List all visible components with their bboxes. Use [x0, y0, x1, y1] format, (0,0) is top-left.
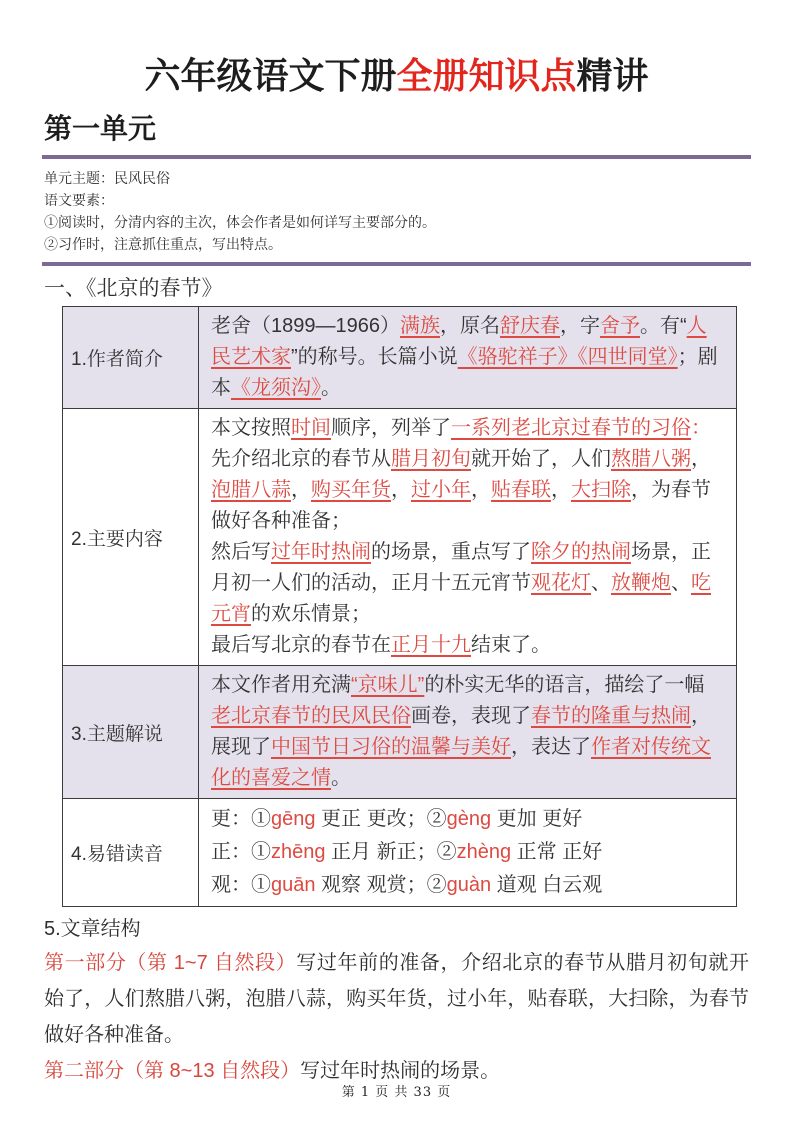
text-run: 泡腊八蒜 — [211, 479, 291, 501]
structure-part-1 — [44, 945, 749, 1053]
table-row-pronunciation — [63, 799, 737, 907]
text-run: 作者对传统文化的喜爱之情 — [211, 736, 711, 789]
text-run: guān — [271, 874, 316, 896]
text-run: 舍予 — [599, 315, 640, 337]
text-run: 画卷，表现了 — [411, 705, 531, 727]
table-row-theme — [63, 666, 737, 799]
text-run: 观察 观赏；② — [315, 874, 447, 896]
row-label-pronunciation: 4.易错读音 — [63, 799, 199, 907]
text-run: 的朴实无华的语言，描绘了一幅 — [424, 674, 705, 696]
text-run: 更加 更好 — [491, 808, 583, 830]
lesson-heading: 一、《北京的春节》 — [44, 277, 223, 300]
text-run: 《龙须沟》 — [231, 377, 321, 399]
page-footer: 第 1 页 共 33 页 — [341, 1085, 452, 1100]
text-run: 第二部分（第 8~13 自然段） — [44, 1060, 301, 1082]
text-run: 正常 正好 — [511, 841, 603, 863]
text-run: 人民艺术家 — [211, 315, 707, 368]
text-run: 除夕的热闹 — [531, 541, 631, 563]
text-run: 的欢乐情景； — [251, 603, 371, 625]
text-run: 满族 — [399, 315, 440, 337]
text-run: 吃元宵 — [211, 572, 711, 625]
row-content-pronunciation — [199, 799, 737, 907]
pinyin-line — [211, 836, 724, 869]
text-run: 就开始了，人们 — [471, 448, 611, 470]
text-run: ， — [471, 479, 491, 501]
text-run: ，为春节做好各种准备； — [211, 479, 711, 532]
text-run: ，字 — [559, 315, 600, 337]
text-run: 《骆驼祥子》《四世同堂》 — [457, 346, 678, 368]
table-row-author — [63, 307, 737, 409]
divider-double-line-top — [42, 155, 751, 159]
text-run: 老舍（1899—1966） — [211, 315, 400, 337]
text-run: guàn — [446, 874, 492, 896]
text-run: 。 — [321, 377, 341, 399]
text-run: zhēng — [271, 841, 326, 863]
paragraph — [211, 630, 724, 661]
unit-element-1: ①阅读时，分清内容的主次，体会作者是如何详写主要部分的。 — [44, 214, 436, 230]
text-run: 先介绍北京的春节从 — [211, 448, 391, 470]
text-run: 本文作者用充满 — [211, 674, 351, 696]
paragraph — [211, 311, 724, 404]
title-text-black-right: 精讲 — [576, 55, 649, 96]
unit-theme: 单元主题：民风民俗 — [44, 170, 170, 186]
row-content-theme — [199, 666, 737, 799]
text-run: zhèng — [456, 841, 512, 863]
text-run: 然后写 — [211, 541, 271, 563]
text-run: ，展现了 — [211, 705, 711, 758]
text-run: 更：① — [211, 808, 271, 830]
text-run: 更正 更改；② — [315, 808, 447, 830]
text-run: ，表达了 — [511, 736, 591, 758]
row-label-main-content: 2.主要内容 — [63, 409, 199, 666]
title-text-black-left: 六年级语文下册 — [144, 55, 397, 96]
text-run: 正：① — [211, 841, 271, 863]
row-content-author — [199, 307, 737, 409]
article-structure-section — [44, 913, 749, 1089]
structure-heading: 5.文章结构 — [44, 918, 141, 940]
text-run: 腊月初旬 — [391, 448, 471, 470]
text-run: 第一部分（第 1~7 自然段） — [44, 952, 297, 974]
text-run: 放鞭炮 — [611, 572, 671, 594]
row-content-main-content — [199, 409, 737, 666]
unit-info-block — [44, 167, 749, 255]
text-run: ， — [391, 479, 411, 501]
text-run: 熬腊八粥 — [611, 448, 691, 470]
text-run: 道观 白云观 — [491, 874, 603, 896]
text-run: 最后写北京的春节在 — [211, 634, 391, 656]
text-run: gèng — [446, 808, 492, 830]
text-run: 写过年时热闹的场景。 — [300, 1060, 501, 1082]
pinyin-line — [211, 803, 724, 836]
unit-elements-label: 语文要素： — [44, 192, 114, 208]
paragraph — [211, 413, 724, 537]
unit-heading: 第一单元 — [44, 113, 157, 144]
text-run: 正月 新正；② — [325, 841, 457, 863]
row-label-theme: 3.主题解说 — [63, 666, 199, 799]
text-run: 本文按照 — [211, 417, 291, 439]
text-run: 写过年前的准备，介绍北京的春节从腊月初旬就开始了，人们熬腊八粥，泡腊八蒜，购买年货，过小年，贴春联，大扫除，为春节做好各种准备。 — [44, 952, 749, 1046]
text-run: 。有“ — [639, 315, 687, 337]
text-run: 场景，正月初一人们的活动，正月十五元宵节 — [211, 541, 711, 594]
text-run: 贴春联 — [491, 479, 551, 501]
text-run: 、 — [591, 572, 611, 594]
text-run: ，原名 — [439, 315, 500, 337]
text-run: 老北京春节的民风民俗 — [211, 705, 411, 727]
text-run: ”的称号。长篇小说 — [291, 346, 458, 368]
text-run: ， — [551, 479, 571, 501]
text-run: 结束了。 — [471, 634, 551, 656]
text-run: ： — [691, 417, 711, 439]
text-run: gēng — [271, 808, 316, 830]
text-run: 正月十九 — [391, 634, 471, 656]
text-run: 过小年 — [411, 479, 471, 501]
text-run: ；剧本 — [211, 346, 718, 399]
text-run: 过年时热闹 — [271, 541, 371, 563]
text-run: 时间 — [291, 417, 331, 439]
pinyin-line — [211, 869, 724, 902]
paragraph — [211, 670, 724, 794]
text-run: 春节的隆重与热闹 — [531, 705, 691, 727]
row-label-author: 1.作者简介 — [63, 307, 199, 409]
text-run: 购买年货 — [311, 479, 391, 501]
text-run: ， — [691, 448, 711, 470]
text-run: 、 — [671, 572, 691, 594]
text-run: 顺序，列举了 — [331, 417, 451, 439]
divider-double-line-bottom — [42, 262, 751, 266]
knowledge-table — [62, 306, 737, 907]
title-text-red: 全册知识点 — [396, 55, 577, 96]
text-run: 观：① — [211, 874, 271, 896]
text-run: 。 — [331, 767, 351, 789]
text-run: 的场景，重点写了 — [371, 541, 531, 563]
document-title — [0, 54, 793, 98]
text-run: 观花灯 — [531, 572, 591, 594]
table-row-main-content — [63, 409, 737, 666]
paragraph — [211, 537, 724, 630]
text-run: 中国节日习俗的温馨与美好 — [271, 736, 511, 758]
text-run: 舒庆春 — [499, 315, 560, 337]
text-run: 一系列老北京过春节的习俗 — [451, 417, 691, 439]
unit-element-2: ②习作时，注意抓住重点，写出特点。 — [44, 236, 282, 252]
text-run: ， — [291, 479, 311, 501]
text-run: “京味儿” — [351, 674, 425, 696]
text-run: 大扫除 — [571, 479, 631, 501]
